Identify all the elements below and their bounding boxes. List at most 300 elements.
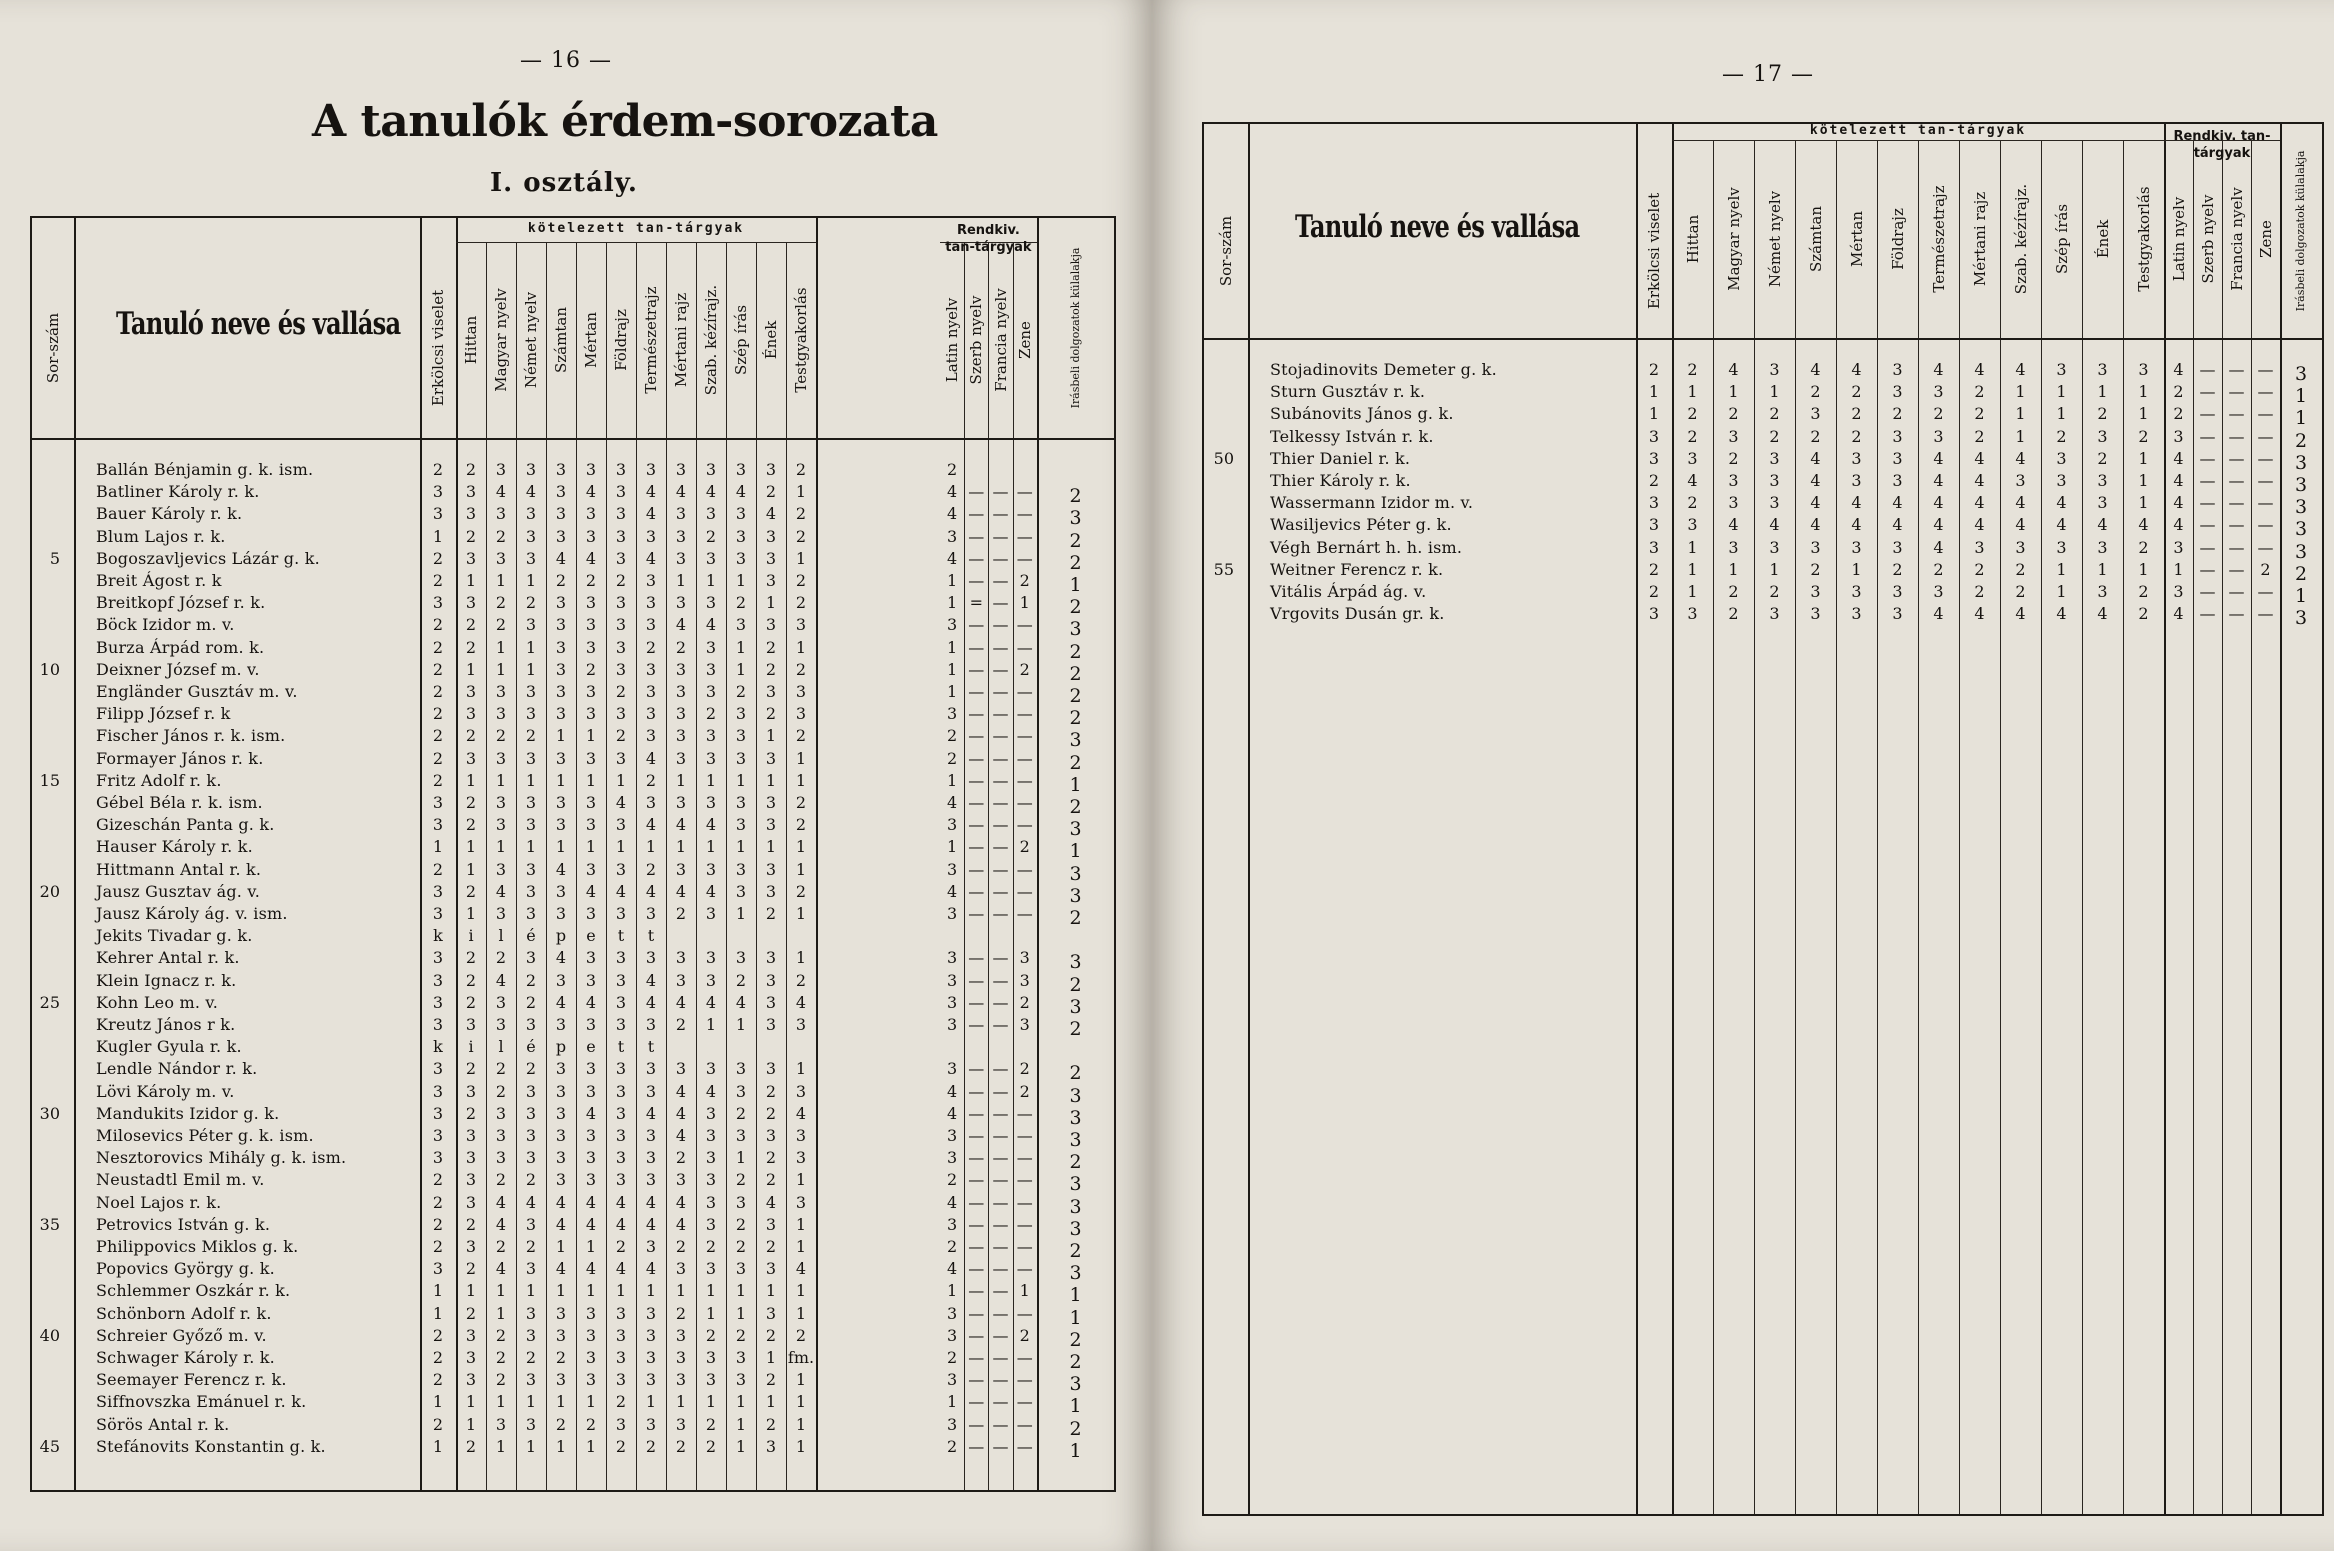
subject-grade: 3 — [525, 1126, 537, 1145]
extra-subject-grade: — — [992, 1348, 1009, 1367]
subject-grade: 4 — [645, 992, 657, 1012]
subject-grade: 4 — [645, 482, 657, 502]
handwriting-grade: 1 — [1069, 1284, 1082, 1307]
subject-grade: 3 — [675, 793, 687, 812]
extra-subject-grade: — — [1016, 815, 1033, 835]
subject-grade: 3 — [675, 1259, 687, 1279]
subject-grade: 2 — [555, 1348, 567, 1367]
subject-grade: 1 — [795, 1214, 807, 1234]
student-name: Thier Daniel r. k. — [1270, 448, 1411, 468]
subject-grade: 3 — [615, 615, 627, 635]
subject-grade: 3 — [495, 460, 507, 479]
subject-grade: 3 — [705, 1148, 717, 1168]
subject-grade: 1 — [555, 1237, 567, 1256]
extra-subject-grade: — — [1016, 859, 1033, 879]
subject-grade: 3 — [1810, 604, 1821, 624]
row-number: 15 — [39, 770, 60, 790]
subject-grade: 3 — [1892, 448, 1903, 468]
subject-grade: 3 — [465, 1170, 477, 1190]
subject-grade: 3 — [645, 1237, 657, 1256]
subject-grade: 1 — [585, 1436, 597, 1456]
subject-grade: 1 — [1728, 382, 1739, 402]
subject-grade: e — [586, 1037, 596, 1057]
rendkiv-subject-header: Francia nyelv — [2227, 187, 2246, 291]
subject-grade: 1 — [795, 770, 807, 790]
subject-grade: 3 — [1769, 471, 1780, 490]
extra-subject-grade: — — [2257, 493, 2274, 513]
subject-grade: 2 — [1851, 404, 1862, 424]
page-number-left: — 16 — — [520, 48, 612, 73]
subject-grade: 2 — [465, 1259, 477, 1279]
handwriting-grade: 3 — [1069, 862, 1082, 885]
subject-grade: 3 — [555, 1325, 567, 1345]
extra-subject-grade: — — [1016, 1259, 1033, 1279]
extra-subject-grade: — — [1016, 1237, 1033, 1256]
subject-grade: 2 — [735, 593, 747, 613]
extra-subject-grade: — — [992, 1303, 1009, 1323]
student-name: Noel Lajos r. k. — [96, 1192, 222, 1212]
subject-grade: 2 — [675, 1148, 687, 1168]
extra-subject-grade: 3 — [947, 904, 958, 923]
subject-grade: 3 — [675, 1170, 687, 1190]
subject-grade: 3 — [585, 1303, 597, 1323]
subject-grade: 3 — [645, 1015, 657, 1034]
subject-grade: 2 — [765, 1081, 777, 1101]
subject-header: Magyar nyelv — [492, 288, 510, 392]
extra-subject-grade: — — [2228, 382, 2245, 402]
subject-grade: 4 — [555, 548, 567, 568]
student-name: Böck Izidor m. v. — [96, 615, 235, 635]
subject-grade: 4 — [675, 992, 687, 1012]
extra-subject-grade: — — [992, 859, 1009, 879]
student-name: Lendle Nándor r. k. — [96, 1059, 258, 1079]
column-rule — [2082, 140, 2083, 1514]
subject-grade: 3 — [615, 748, 627, 768]
rendkiv-subject-header: Szerb nyelv — [2198, 194, 2217, 284]
subject-grade: 3 — [645, 1126, 657, 1145]
subject-grade: l — [498, 1037, 504, 1057]
handwriting-grade: 3 — [1069, 818, 1082, 841]
conduct-grade: 2 — [1648, 582, 1660, 601]
subject-grade: 3 — [555, 1303, 567, 1323]
extra-subject-grade: — — [968, 859, 985, 879]
handwriting-grade: 2 — [1069, 662, 1082, 685]
subject-grade: 3 — [615, 1103, 627, 1123]
subject-grade: 3 — [2097, 360, 2108, 379]
subject-grade: 1 — [705, 571, 717, 590]
subject-grade: 4 — [1933, 604, 1944, 624]
subject-grade: 3 — [495, 704, 507, 724]
subject-grade: 1 — [705, 1303, 717, 1323]
subject-grade: 3 — [615, 1414, 627, 1434]
subject-grade: 1 — [585, 1392, 597, 1412]
conduct-grade: 2 — [432, 726, 444, 746]
subject-grade: 3 — [1974, 537, 1985, 557]
subject-grade: 3 — [2097, 471, 2108, 490]
subject-grade: 3 — [465, 1237, 477, 1256]
handwriting-grade: 2 — [1069, 973, 1082, 996]
subject-grade: 3 — [705, 793, 717, 812]
subject-grade: 3 — [705, 948, 717, 968]
subject-grade: 3 — [1769, 360, 1780, 379]
subject-grade: 1 — [1687, 382, 1698, 402]
subject-grade: 4 — [675, 1192, 687, 1212]
subject-grade: 4 — [1974, 360, 1985, 379]
subject-grade: 2 — [795, 571, 807, 590]
extra-subject-grade: 4 — [2173, 360, 2184, 379]
subject-grade: 3 — [585, 1015, 597, 1034]
subject-grade: 4 — [585, 992, 597, 1012]
extra-subject-grade: — — [2199, 471, 2216, 490]
subject-grade: 3 — [765, 948, 777, 968]
subject-grade: 3 — [675, 726, 687, 746]
conduct-grade: 3 — [432, 1015, 444, 1034]
subject-grade: 3 — [555, 1170, 567, 1190]
subject-grade: 3 — [585, 1081, 597, 1101]
extra-subject-grade: — — [968, 704, 985, 724]
subject-grade: 2 — [465, 948, 477, 968]
subject-grade: 3 — [705, 1214, 717, 1234]
subject-grade: 2 — [495, 948, 507, 968]
subject-grade: 3 — [705, 1259, 717, 1279]
extra-subject-grade: — — [1016, 704, 1033, 724]
subject-grade: 3 — [705, 460, 717, 479]
subject-grade: 3 — [1892, 471, 1903, 490]
subject-grade: 4 — [495, 1192, 507, 1212]
subject-grade: 4 — [495, 1259, 507, 1279]
subject-grade: 3 — [555, 1370, 567, 1390]
subject-grade: 4 — [1728, 360, 1739, 379]
extra-subject-grade: — — [2199, 360, 2216, 379]
subject-grade: 3 — [705, 548, 717, 568]
extra-subject-grade: — — [992, 815, 1009, 835]
subject-grade: 3 — [705, 970, 717, 990]
subject-grade: 1 — [765, 1281, 777, 1301]
subject-grade: 2 — [615, 1436, 627, 1456]
extra-subject-grade: 1 — [1019, 1281, 1030, 1301]
subject-grade: 3 — [735, 815, 747, 835]
subject-grade: 3 — [735, 704, 747, 724]
subject-grade: 3 — [765, 992, 777, 1012]
conduct-grade: 3 — [432, 1148, 444, 1168]
extra-subject-grade: — — [2228, 604, 2245, 624]
subject-grade: 3 — [585, 637, 597, 657]
right-page — [1152, 0, 2334, 1551]
subject-grade: 3 — [675, 1348, 687, 1367]
subject-grade: 1 — [585, 837, 597, 857]
column-rule — [816, 218, 818, 1490]
extra-subject-grade: 3 — [947, 526, 958, 546]
extra-subject-grade: — — [1016, 637, 1033, 657]
subject-grade: 4 — [555, 992, 567, 1012]
subject-grade: 3 — [465, 682, 477, 701]
group-rule — [1672, 140, 2164, 141]
subject-grade: 4 — [705, 992, 717, 1012]
subject-grade: 1 — [675, 1281, 687, 1301]
subject-grade: 1 — [1769, 382, 1780, 402]
subject-grade: 3 — [555, 704, 567, 724]
subject-grade: 4 — [645, 548, 657, 568]
column-rule — [1795, 140, 1796, 1514]
subject-grade: 3 — [555, 482, 567, 502]
extra-subject-grade: — — [992, 1148, 1009, 1168]
subject-grade: t — [647, 1037, 655, 1057]
subject-grade: 3 — [555, 1015, 567, 1034]
subject-grade: 2 — [705, 526, 717, 546]
subject-grade: 2 — [675, 1436, 687, 1456]
extra-subject-grade: — — [992, 1259, 1009, 1279]
subject-grade: 1 — [465, 859, 477, 879]
subject-grade: 2 — [705, 1237, 717, 1256]
conduct-grade: 2 — [432, 859, 444, 879]
student-name: Bogoszavljevics Lázár g. k. — [96, 548, 320, 568]
extra-subject-grade: — — [2199, 382, 2216, 402]
name-column-header: Tanuló neve és vallása — [115, 306, 400, 342]
extra-subject-grade: — — [1016, 1103, 1033, 1123]
subject-grade: 3 — [465, 1348, 477, 1367]
extra-subject-grade: — — [1016, 1414, 1033, 1434]
subject-grade: 4 — [525, 482, 537, 502]
handwriting-grade: 3 — [1069, 1106, 1082, 1129]
subject-grade: 1 — [795, 904, 807, 923]
subject-grade: 3 — [735, 748, 747, 768]
extra-subject-grade: 3 — [947, 1303, 958, 1323]
subject-grade: 3 — [765, 571, 777, 590]
student-name: Sörös Antal r. k. — [96, 1414, 230, 1434]
extra-subject-grade: — — [992, 1325, 1009, 1345]
subject-grade: 1 — [795, 1237, 807, 1256]
subject-grade: 3 — [555, 793, 567, 812]
extra-subject-grade: — — [992, 1103, 1009, 1123]
extra-subject-grade: 3 — [947, 1148, 958, 1168]
extra-subject-grade: — — [1016, 1370, 1033, 1390]
subject-grade: 1 — [1687, 582, 1698, 601]
row-number: 5 — [49, 548, 60, 568]
conduct-grade: 2 — [432, 704, 444, 724]
column-rule — [2222, 140, 2223, 1514]
subject-grade: 3 — [615, 859, 627, 879]
extra-subject-grade: — — [992, 992, 1009, 1012]
student-name: Gizeschán Panta g. k. — [96, 815, 275, 835]
subject-grade: 2 — [1933, 404, 1944, 424]
extra-subject-grade: — — [992, 1370, 1009, 1390]
subject-grade: 3 — [495, 548, 507, 568]
extra-subject-grade: — — [1016, 1392, 1033, 1412]
conduct-grade: 2 — [432, 571, 444, 590]
subject-grade: 1 — [525, 1436, 537, 1456]
subject-grade: 1 — [675, 770, 687, 790]
subject-grade: 3 — [2097, 582, 2108, 601]
student-name: Kreutz János r k. — [96, 1015, 236, 1034]
conduct-grade: 3 — [432, 504, 444, 524]
subject-grade: 4 — [2056, 515, 2067, 535]
subject-grade: 1 — [735, 637, 747, 657]
student-name: Bauer Károly r. k. — [96, 504, 243, 524]
subject-grade: 2 — [1851, 426, 1862, 446]
subject-grade: 3 — [525, 1370, 537, 1390]
conduct-grade: 2 — [432, 1325, 444, 1345]
subject-grade: 2 — [495, 1325, 507, 1345]
rendkiv-subject-header: Latin nyelv — [2169, 196, 2188, 282]
handwriting-grade: 1 — [1069, 840, 1082, 863]
column-rule — [2000, 140, 2001, 1514]
subject-grade: 3 — [795, 1015, 807, 1034]
subject-grade: 3 — [615, 460, 627, 479]
subject-grade: 3 — [765, 1059, 777, 1079]
subject-grade: 2 — [555, 571, 567, 590]
subject-grade: 2 — [705, 1325, 717, 1345]
subject-grade: 1 — [795, 859, 807, 879]
column-rule — [74, 218, 76, 1490]
subject-header: Természetrajz — [1929, 185, 1948, 293]
extra-subject-grade: — — [2228, 537, 2245, 557]
subject-grade: 2 — [765, 1170, 777, 1190]
conduct-grade: 2 — [432, 460, 444, 479]
subject-grade: 1 — [795, 548, 807, 568]
subject-grade: 3 — [615, 637, 627, 657]
subject-grade: 2 — [645, 637, 657, 657]
subject-header: Földrajz — [1888, 208, 1907, 270]
subject-grade: 4 — [645, 1214, 657, 1234]
extra-subject-grade: — — [992, 726, 1009, 746]
subject-grade: 3 — [1810, 404, 1821, 424]
extra-subject-grade: — — [968, 526, 985, 546]
extra-subject-grade: — — [992, 1237, 1009, 1256]
subject-grade: 2 — [2015, 559, 2026, 579]
subject-grade: 3 — [675, 859, 687, 879]
subject-grade: 2 — [795, 526, 807, 546]
subject-grade: 2 — [465, 970, 477, 990]
column-rule — [1636, 124, 1638, 1514]
extra-subject-grade: — — [1016, 881, 1033, 901]
subject-grade: 1 — [1687, 537, 1698, 557]
subject-grade: 3 — [465, 482, 477, 502]
subject-grade: 3 — [555, 1059, 567, 1079]
extra-subject-grade: — — [968, 571, 985, 590]
handwriting-grade: 2 — [1069, 1417, 1082, 1440]
subject-header: Mértani rajz — [1970, 191, 1989, 287]
extra-subject-grade: — — [2228, 448, 2245, 468]
extra-subject-grade: — — [2257, 404, 2274, 424]
kotelezett-group-header: kötelezett tan-tárgyak — [1809, 123, 2027, 138]
extra-subject-grade: 2 — [1019, 837, 1030, 857]
subject-grade: 3 — [675, 748, 687, 768]
subject-grade: 3 — [705, 1370, 717, 1390]
subject-grade: 4 — [495, 482, 507, 502]
grades-table-right — [1202, 122, 2324, 1516]
subject-grade: 1 — [2056, 404, 2067, 424]
conduct-grade: 1 — [1648, 382, 1660, 402]
subject-grade: 1 — [2138, 493, 2149, 513]
subject-grade: 3 — [585, 1348, 597, 1367]
subject-grade: 1 — [2056, 559, 2067, 579]
extra-subject-grade: 3 — [1019, 1015, 1030, 1034]
subject-grade: 3 — [585, 460, 597, 479]
handwriting-grade: 1 — [1069, 1395, 1082, 1418]
subject-grade: 3 — [675, 1059, 687, 1079]
student-name: Formayer János r. k. — [96, 748, 264, 768]
subject-grade: 2 — [525, 1059, 537, 1079]
subject-grade: 3 — [705, 1126, 717, 1145]
page-number-right: — 17 — — [1722, 62, 1814, 87]
subject-grade: 1 — [465, 837, 477, 857]
extra-subject-grade: 4 — [2173, 471, 2184, 490]
subject-grade: 2 — [1728, 604, 1739, 624]
extra-subject-grade: 2 — [947, 726, 958, 746]
subject-grade: 4 — [1810, 493, 1821, 513]
subject-header: Mértan — [1847, 210, 1866, 268]
subject-grade: 3 — [465, 1015, 477, 1034]
subject-grade: 3 — [525, 526, 537, 546]
subject-grade: 4 — [1810, 360, 1821, 379]
subject-grade: 3 — [555, 637, 567, 657]
subject-grade: 3 — [525, 504, 537, 524]
handwriting-grade: 3 — [1069, 1217, 1082, 1240]
subject-header: Szép írás — [732, 304, 750, 376]
extra-subject-grade: — — [968, 659, 985, 679]
subject-grade: 4 — [1974, 515, 1985, 535]
subject-grade: 3 — [675, 504, 687, 524]
extra-subject-grade: 3 — [947, 704, 958, 724]
row-number: 50 — [1213, 448, 1234, 468]
extra-subject-grade: — — [992, 482, 1009, 502]
subject-grade: 3 — [585, 615, 597, 635]
column-rule — [726, 242, 727, 1490]
subject-grade: 3 — [615, 1015, 627, 1034]
conduct-grade: 3 — [1648, 426, 1660, 446]
extra-subject-grade: — — [2228, 493, 2245, 513]
extra-subject-grade: — — [968, 748, 985, 768]
handwriting-grade: 1 — [1069, 1306, 1082, 1329]
subject-grade: 3 — [735, 726, 747, 746]
conduct-grade: 3 — [432, 970, 444, 990]
subject-grade: 2 — [675, 1015, 687, 1034]
subject-grade: 4 — [645, 1259, 657, 1279]
extra-subject-grade: — — [968, 482, 985, 502]
student-name: Schreier Győző m. v. — [96, 1325, 267, 1345]
subject-grade: 3 — [765, 1214, 777, 1234]
subject-grade: 4 — [2015, 360, 2026, 379]
subject-grade: 2 — [675, 904, 687, 923]
subject-grade: 3 — [525, 682, 537, 701]
subject-grade: 4 — [735, 482, 747, 502]
student-name: Schlemmer Oszkár r. k. — [96, 1281, 291, 1301]
extra-subject-grade: 3 — [947, 1126, 958, 1145]
rendkiv-group-header: Rendkiv. tan-tárgyak — [945, 223, 1032, 255]
subject-grade: 2 — [645, 859, 657, 879]
subject-grade: 3 — [1933, 582, 1944, 601]
conduct-grade: 3 — [432, 948, 444, 968]
conduct-grade: 3 — [432, 1126, 444, 1145]
subject-grade: 3 — [765, 748, 777, 768]
subject-header: Ének — [2093, 219, 2112, 259]
subject-grade: 4 — [795, 1103, 807, 1123]
subject-grade: 3 — [525, 704, 537, 724]
subject-grade: 1 — [465, 571, 477, 590]
subject-grade: 4 — [675, 1126, 687, 1145]
conduct-grade: 1 — [432, 1303, 444, 1323]
subject-grade: 3 — [555, 659, 567, 679]
subject-header: Magyar nyelv — [1724, 187, 1743, 291]
subject-header: Hittan — [462, 315, 480, 365]
subject-grade: 1 — [465, 770, 477, 790]
extra-subject-grade: — — [992, 1392, 1009, 1412]
subject-grade: 4 — [585, 1214, 597, 1234]
subject-grade: 3 — [1728, 537, 1739, 557]
extra-subject-grade: — — [968, 1015, 985, 1034]
subject-grade: 1 — [795, 1281, 807, 1301]
subject-grade: 1 — [705, 1015, 717, 1034]
